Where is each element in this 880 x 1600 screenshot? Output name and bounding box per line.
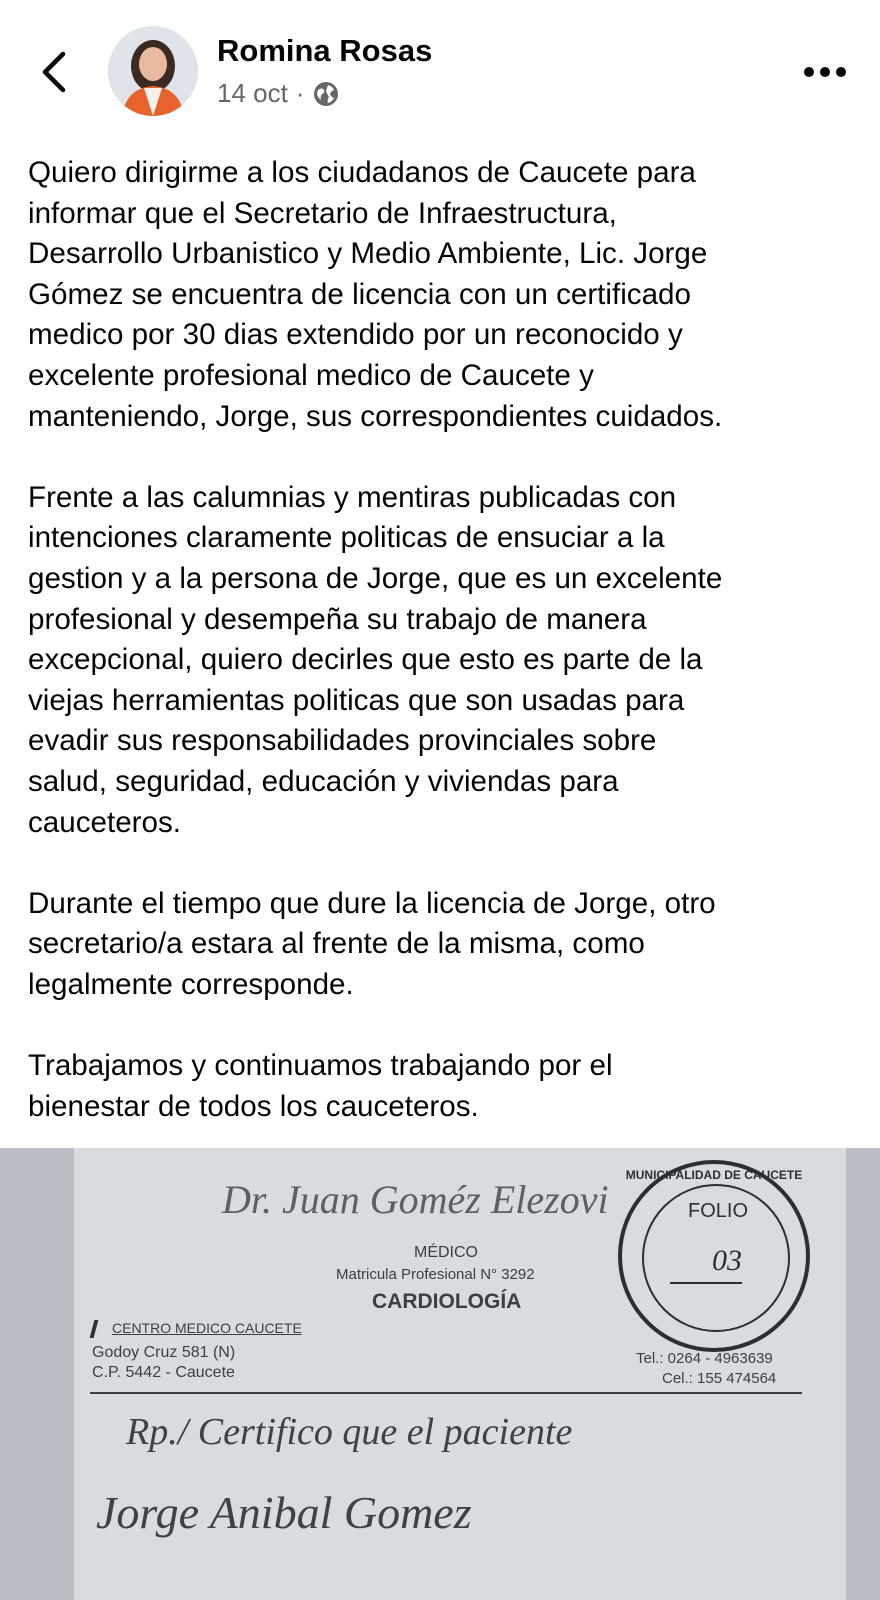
handwriting-line-2: Jorge Anibal Gomez <box>96 1487 472 1538</box>
globe-icon <box>313 81 339 107</box>
center-phone: Tel.: 0264 - 4963639 <box>636 1350 773 1367</box>
doctor-name: Dr. Juan Goméz Elezovi <box>222 1177 609 1222</box>
post-date[interactable]: 14 oct <box>217 78 288 108</box>
handwriting-line-1: Rp./ Certifico que el paciente <box>126 1411 573 1453</box>
avatar-photo <box>108 26 198 116</box>
doctor-license: Matricula Profesional N° 3292 <box>336 1266 535 1283</box>
stamp-folio: FOLIO <box>688 1200 749 1222</box>
center-address: Godoy Cruz 581 (N) <box>92 1344 236 1361</box>
municipal-stamp <box>618 1160 810 1352</box>
post-paragraph-1: Quiero dirigirme a los ciudadanos de Caucete para informar que el Secretario de Infraestructura, Desarrollo Urbanistico y Medio Ambiente, Lic. Jorge Gómez se encuentra de licencia con un certificado medico por 30 dias extendido por un reconocido y excelente profesional medico de Caucete y manteniendo, Jorge, sus correspondientes cuidados. <box>28 156 723 433</box>
center-name: CENTRO MEDICO CAUCETE <box>112 1320 302 1336</box>
center-marker <box>90 1320 99 1338</box>
avatar[interactable] <box>108 26 198 116</box>
back-button[interactable] <box>30 44 78 100</box>
center-postal: C.P. 5442 - Caucete <box>92 1364 235 1381</box>
chevron-left-icon <box>39 50 69 94</box>
medical-certificate <box>74 1148 846 1600</box>
post-paragraph-3: Durante el tiempo que dure la licencia de Jorge, otro secretario/a estara al frente de la misma, como legalmente corresponde. <box>28 886 716 1001</box>
post-photo[interactable] <box>0 1148 880 1600</box>
doctor-role: MÉDICO <box>414 1244 478 1261</box>
post-header <box>0 0 880 140</box>
post-meta <box>217 78 339 109</box>
meta-separator: · <box>295 78 305 108</box>
stamp-number: 03 <box>712 1244 742 1277</box>
center-cell: Cel.: 155 474564 <box>662 1370 777 1387</box>
author-name[interactable]: Romina Rosas <box>217 33 433 68</box>
post-paragraph-2: Frente a las calumnias y mentiras publicadas con intenciones claramente politicas de ensuciar a la gestion y a la persona de Jorge, que es un excelente profesional y desempeña su trabajo de manera excepcional, quiero decirles que esto es parte de la viejas herramientas politicas que son usadas para evadir sus responsabilidades provinciales sobre salud, seguridad, educación y viviendas para cauceteros. <box>28 480 723 839</box>
more-horizontal-icon <box>803 66 847 78</box>
header-rule <box>90 1392 802 1394</box>
more-options-button[interactable] <box>795 52 855 92</box>
doctor-specialty: CARDIOLOGÍA <box>372 1290 522 1313</box>
stamp-ring-text: MUNICIPALIDAD DE CAUCETE <box>625 1168 803 1182</box>
post-body <box>28 153 858 1168</box>
post-paragraph-4: Trabajamos y continuamos trabajando por el bienestar de todos los cauceteros. <box>28 1049 613 1123</box>
